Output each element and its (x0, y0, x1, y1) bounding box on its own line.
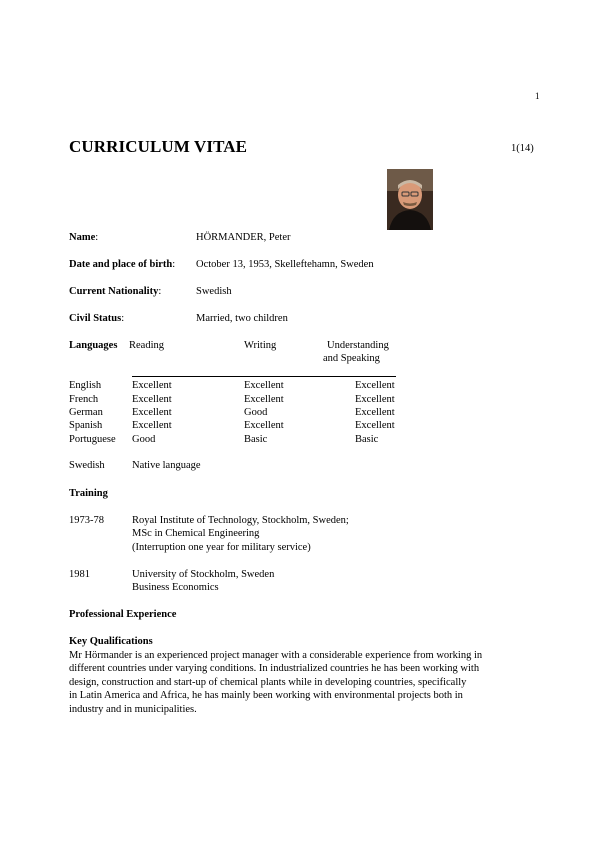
speaking-level: Excellent (355, 407, 395, 418)
col-header-writing: Writing (244, 340, 277, 351)
portrait-photo (387, 169, 433, 230)
training-heading: Training (69, 488, 108, 499)
key-qualifications-heading: Key Qualifications (69, 636, 153, 647)
key-qualifications-paragraph (69, 649, 539, 716)
language-name: Spanish (69, 420, 103, 431)
speaking-level: Excellent (355, 420, 395, 431)
field-separator: : (172, 259, 176, 270)
writing-level: Excellent (244, 380, 284, 391)
page-count: 1(14) (511, 143, 534, 154)
table-rule (132, 376, 396, 377)
training-line: Business Economics (132, 582, 219, 593)
writing-level: Basic (244, 434, 268, 445)
training-years: 1981 (69, 569, 90, 580)
portrait-photo-graphic (387, 169, 433, 230)
language-name: German (69, 407, 103, 418)
field-separator: : (158, 286, 162, 297)
paragraph-line: Mr Hörmander is an experienced project manager with a considerable experience from working in (69, 650, 483, 661)
native-language-name: Swedish (69, 460, 105, 471)
language-name: Portuguese (69, 434, 116, 445)
col-header-speaking: and Speaking (323, 353, 380, 364)
reading-level: Excellent (132, 380, 172, 391)
field-value: October 13, 1953, Skelleftehamn, Sweden (196, 259, 374, 270)
field-value: Married, two children (196, 313, 288, 324)
col-header-understanding: Understanding (327, 340, 389, 351)
field-label: Name (69, 232, 96, 243)
field-value: Swedish (196, 286, 232, 297)
training-line: MSc in Chemical Engineering (132, 528, 260, 539)
language-name: English (69, 380, 102, 391)
training-line: University of Stockholm, Sweden (132, 569, 275, 580)
speaking-level: Basic (355, 434, 379, 445)
native-language-note: Native language (132, 460, 201, 471)
field-label: Date and place of birth (69, 259, 173, 270)
languages-heading: Languages (69, 340, 118, 351)
training-line: (Interruption one year for military service) (132, 542, 311, 553)
field-separator: : (95, 232, 99, 243)
experience-heading: Professional Experience (69, 609, 177, 620)
page-title: CURRICULUM VITAE (69, 137, 248, 156)
speaking-level: Excellent (355, 380, 395, 391)
language-name: French (69, 394, 99, 405)
training-line: Royal Institute of Technology, Stockholm, Sweden; (132, 515, 349, 526)
paragraph-line: different countries under varying conditions. In industrialized countries he has been working with (69, 663, 480, 675)
reading-level: Excellent (132, 420, 172, 431)
field-name (69, 232, 98, 243)
speaking-level: Excellent (355, 394, 395, 405)
writing-level: Excellent (244, 394, 284, 405)
paragraph-line: industry and in municipalities. (69, 703, 197, 715)
training-years: 1973-78 (69, 515, 104, 526)
reading-level: Excellent (132, 394, 172, 405)
field-value: HÖRMANDER, Peter (196, 232, 291, 243)
writing-level: Excellent (244, 420, 284, 431)
field-civil-status (69, 313, 124, 324)
field-nationality (69, 286, 161, 297)
field-label: Current Nationality (69, 286, 159, 297)
paragraph-line: design, construction and start-up of chemical plants while in developing countries, specifically (69, 676, 467, 688)
field-birth (69, 259, 175, 270)
col-header-reading: Reading (129, 340, 164, 351)
writing-level: Good (244, 407, 268, 418)
page-number: 1 (535, 91, 540, 101)
field-separator: : (121, 313, 125, 324)
paragraph-line: in Latin America and Africa, he has mainly been working with environmental projects both in (69, 690, 463, 702)
reading-level: Excellent (132, 407, 172, 418)
field-label: Civil Status (69, 313, 122, 324)
reading-level: Good (132, 434, 156, 445)
